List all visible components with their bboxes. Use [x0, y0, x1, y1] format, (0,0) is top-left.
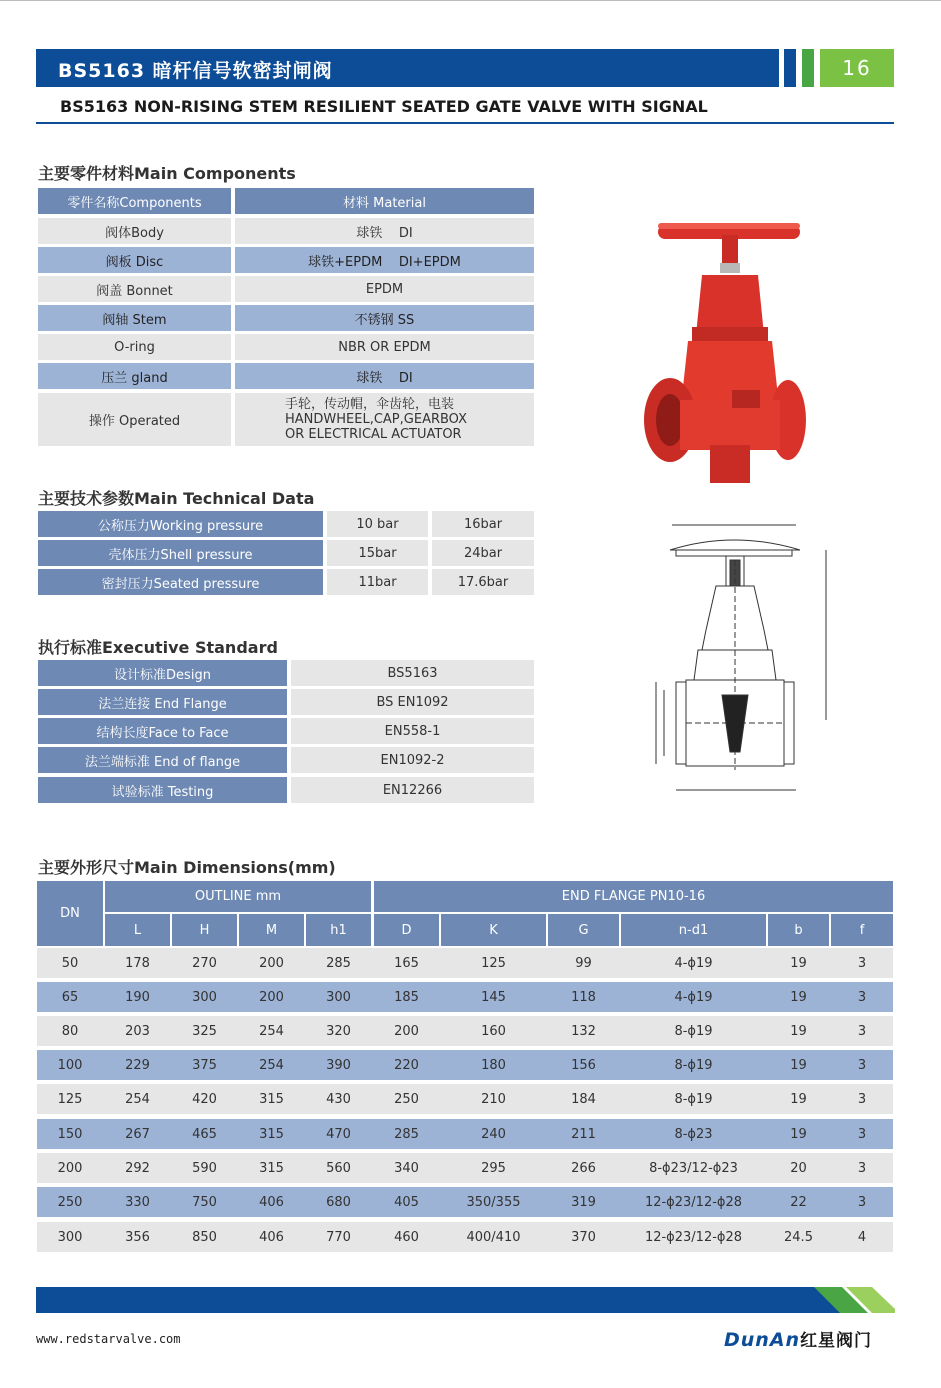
dim-cell: 180 [481, 1057, 506, 1073]
dim-cell: 250 [394, 1091, 419, 1107]
dim-cell: 320 [326, 1023, 351, 1039]
dim-cell-dn: 100 [57, 1057, 83, 1073]
standard-label: 结构长度Face to Face [38, 718, 287, 744]
tech-label: 壳体压力Shell pressure [38, 540, 323, 566]
dim-cell: 22 [790, 1194, 807, 1210]
table-row [37, 1119, 893, 1149]
dim-cell: 19 [790, 955, 807, 971]
dim-cell: 3 [857, 1126, 867, 1142]
standard-label: 法兰端标准 End of flange [38, 747, 287, 773]
valve-photo [640, 215, 810, 490]
dim-cell: 315 [259, 1160, 284, 1176]
dim-cell: 590 [192, 1160, 217, 1176]
dim-cell: 3 [857, 955, 867, 971]
header-stripe-green [802, 49, 814, 87]
standard-section-title: 执行标准Executive Standard [38, 638, 278, 657]
dim-cell-dn: 200 [57, 1160, 83, 1176]
component-material: EPDM [235, 276, 534, 302]
dim-cell-dn: 125 [57, 1091, 83, 1107]
component-material: NBR OR EPDM [235, 334, 534, 360]
dim-cell-dn: 250 [57, 1194, 83, 1210]
technical-section-title: 主要技术参数Main Technical Data [38, 489, 315, 508]
footer-url: www.redstarvalve.com [36, 1332, 181, 1346]
table-row [37, 1084, 893, 1114]
table-row [37, 1187, 893, 1217]
dim-cell: 145 [481, 989, 506, 1005]
dim-cell: 325 [192, 1023, 217, 1039]
dim-cell: 178 [125, 955, 150, 971]
dim-cell: 850 [192, 1229, 217, 1245]
dim-cell: 770 [326, 1229, 351, 1245]
component-name: 阀轴 Stem [38, 305, 231, 331]
standard-value: EN558-1 [291, 718, 534, 744]
dim-cell: 406 [259, 1194, 284, 1210]
dim-cell: 240 [481, 1126, 506, 1142]
dim-cell: 285 [326, 955, 351, 971]
dim-cell-dn: 80 [61, 1023, 79, 1039]
tech-value-pn16: 17.6bar [432, 569, 534, 595]
standard-value: BS5163 [291, 660, 534, 686]
dim-cell: 190 [125, 989, 150, 1005]
dim-cell: 3 [857, 989, 867, 1005]
component-material: 球铁+EPDM DI+EPDM [235, 247, 534, 273]
dim-cell: 285 [394, 1126, 419, 1142]
dim-cell: 330 [125, 1194, 150, 1210]
dim-col-header: K [489, 922, 498, 938]
dim-cell: 200 [394, 1023, 419, 1039]
dim-cell: 3 [857, 1160, 867, 1176]
dim-cell: 390 [326, 1057, 351, 1073]
dim-cell: 8-ϕ19 [674, 1057, 713, 1073]
table-row [37, 982, 893, 1012]
dim-col-header: h1 [330, 922, 347, 938]
dim-cell: 20 [790, 1160, 807, 1176]
tech-value-pn10: 15bar [327, 540, 428, 566]
dim-cell: 560 [326, 1160, 351, 1176]
dim-cell: 4 [857, 1229, 867, 1245]
component-name: 阀体Body [38, 218, 231, 244]
dim-cell: 300 [326, 989, 351, 1005]
dim-cell: 254 [259, 1057, 284, 1073]
dim-cell-dn: 300 [57, 1229, 83, 1245]
component-material: 球铁 DI [235, 363, 534, 389]
dim-col-header: D [401, 922, 412, 938]
tech-label: 公称压力Working pressure [38, 511, 323, 537]
component-name: 操作 Operated [38, 393, 231, 446]
component-material: 球铁 DI [235, 218, 534, 244]
tech-value-pn10: 10 bar [327, 511, 428, 537]
component-name: 压兰 gland [38, 363, 231, 389]
dim-cell: 356 [125, 1229, 150, 1245]
subtitle-rule [36, 122, 894, 124]
dim-cell: 3 [857, 1057, 867, 1073]
components-section-title: 主要零件材料Main Components [38, 164, 296, 183]
dim-cell: 19 [790, 1057, 807, 1073]
top-rule [0, 0, 941, 1]
dim-cell-dn: 65 [61, 989, 79, 1005]
dim-cell: 220 [394, 1057, 419, 1073]
standard-value: EN1092-2 [291, 747, 534, 773]
components-header-name: 零件名称Components [38, 188, 231, 214]
dim-col-header: G [578, 922, 589, 938]
dim-cell: 99 [575, 955, 592, 971]
dim-col-header: b [794, 922, 803, 938]
table-row [37, 1222, 893, 1252]
dim-cell: 254 [125, 1091, 150, 1107]
operated-line: OR ELECTRICAL ACTUATOR [285, 427, 462, 442]
component-name: O-ring [38, 334, 231, 360]
dim-cell: 8-ϕ23 [674, 1126, 713, 1142]
tech-label: 密封压力Seated pressure [38, 569, 323, 595]
dim-col-header: f [859, 922, 865, 938]
dim-cell: 375 [192, 1057, 217, 1073]
dim-cell: 315 [259, 1126, 284, 1142]
standard-label: 试验标准 Testing [38, 777, 287, 803]
dim-cell: 203 [125, 1023, 150, 1039]
page-subtitle: BS5163 NON-RISING STEM RESILIENT SEATED GATE VALVE WITH SIGNAL [60, 97, 708, 116]
components-header-material: 材料 Material [235, 188, 534, 214]
dim-cell: 295 [481, 1160, 506, 1176]
dim-header-outline: OUTLINE mm [194, 889, 282, 904]
dim-cell: 210 [481, 1091, 506, 1107]
dim-cell: 406 [259, 1229, 284, 1245]
dimensions-header [37, 881, 893, 946]
dim-cell: 8-ϕ19 [674, 1091, 713, 1107]
dim-cell: 165 [394, 955, 419, 971]
tech-value-pn16: 24bar [432, 540, 534, 566]
dim-cell-dn: 150 [57, 1126, 83, 1142]
dim-cell: 254 [259, 1023, 284, 1039]
dim-cell: 118 [571, 989, 596, 1005]
dim-cell: 229 [125, 1057, 150, 1073]
dim-cell: 156 [571, 1057, 596, 1073]
dim-cell-dn: 50 [61, 955, 79, 971]
dim-cell: 12-ϕ23/12-ϕ28 [644, 1194, 743, 1210]
dim-cell: 8-ϕ23/12-ϕ23 [649, 1160, 738, 1176]
header-stripe-blue [784, 49, 796, 87]
dim-cell: 405 [394, 1194, 419, 1210]
standard-value: EN12266 [291, 777, 534, 803]
dim-cell: 19 [790, 989, 807, 1005]
standard-value: BS EN1092 [291, 689, 534, 715]
dim-cell: 24.5 [784, 1229, 813, 1245]
dim-cell: 460 [394, 1229, 419, 1245]
dim-cell: 200 [259, 989, 284, 1005]
dim-cell: 680 [326, 1194, 351, 1210]
tech-value-pn10: 11bar [327, 569, 428, 595]
table-row [37, 948, 893, 978]
dim-cell: 750 [192, 1194, 217, 1210]
dim-cell: 370 [571, 1229, 596, 1245]
valve-drawing [636, 520, 836, 810]
dim-cell: 430 [326, 1091, 351, 1107]
dim-cell: 350/355 [466, 1194, 521, 1210]
dim-cell: 270 [192, 955, 217, 971]
component-material: 不锈钢 SS [235, 305, 534, 331]
dim-cell: 8-ϕ19 [674, 1023, 713, 1039]
dim-col-header: M [265, 922, 278, 938]
operated-line: 手轮，传动帽，伞齿轮，电装 [285, 397, 455, 412]
brand-en: DunAn [724, 1329, 801, 1351]
dim-cell: 19 [790, 1126, 807, 1142]
footer-stripes [800, 1287, 895, 1313]
dim-cell: 267 [125, 1126, 150, 1142]
component-name: 阀板 Disc [38, 247, 231, 273]
dim-col-header: L [133, 922, 142, 938]
dim-cell: 292 [125, 1160, 150, 1176]
dim-cell: 420 [192, 1091, 217, 1107]
dim-cell: 465 [192, 1126, 217, 1142]
page-title: BS5163 暗杆信号软密封闸阀 [58, 60, 333, 82]
dim-cell: 266 [571, 1160, 596, 1176]
dim-cell: 3 [857, 1091, 867, 1107]
tech-value-pn16: 16bar [432, 511, 534, 537]
dim-cell: 125 [481, 955, 506, 971]
dim-cell: 319 [571, 1194, 596, 1210]
operated-line: HANDWHEEL,CAP,GEARBOX [285, 412, 467, 427]
dim-cell: 315 [259, 1091, 284, 1107]
dim-cell: 470 [326, 1126, 351, 1142]
dim-col-header: n-d1 [678, 922, 709, 938]
dimensions-section-title: 主要外形尺寸Main Dimensions(mm) [38, 858, 336, 877]
dim-cell: 211 [571, 1126, 596, 1142]
dim-cell: 12-ϕ23/12-ϕ28 [644, 1229, 743, 1245]
component-material-operated [235, 393, 534, 446]
dim-col-header: H [199, 922, 210, 938]
dim-cell: 3 [857, 1023, 867, 1039]
dim-header-flange: END FLANGE PN10-16 [561, 889, 706, 904]
dim-cell: 4-ϕ19 [674, 955, 713, 971]
dim-cell: 4-ϕ19 [674, 989, 713, 1005]
dim-cell: 340 [394, 1160, 419, 1176]
dim-cell: 132 [571, 1023, 596, 1039]
table-row [37, 1050, 893, 1080]
header-bar [36, 49, 779, 87]
dim-header-dn: DN [60, 906, 80, 921]
dim-cell: 300 [192, 989, 217, 1005]
brand-logo [724, 1326, 872, 1351]
table-row [37, 1016, 893, 1046]
page-number: 16 [820, 49, 894, 87]
dim-cell: 185 [394, 989, 419, 1005]
dim-cell: 19 [790, 1091, 807, 1107]
dim-cell: 184 [571, 1091, 596, 1107]
dim-cell: 160 [481, 1023, 506, 1039]
component-name: 阀盖 Bonnet [38, 276, 231, 302]
table-row [37, 1153, 893, 1183]
dim-cell: 400/410 [466, 1229, 521, 1245]
dim-cell: 3 [857, 1194, 867, 1210]
standard-label: 设计标准Design [38, 660, 287, 686]
dim-cell: 200 [259, 955, 284, 971]
dim-cell: 19 [790, 1023, 807, 1039]
brand-cn: 红星阀门 [800, 1331, 873, 1351]
standard-label: 法兰连接 End Flange [38, 689, 287, 715]
footer-bar [36, 1287, 826, 1313]
